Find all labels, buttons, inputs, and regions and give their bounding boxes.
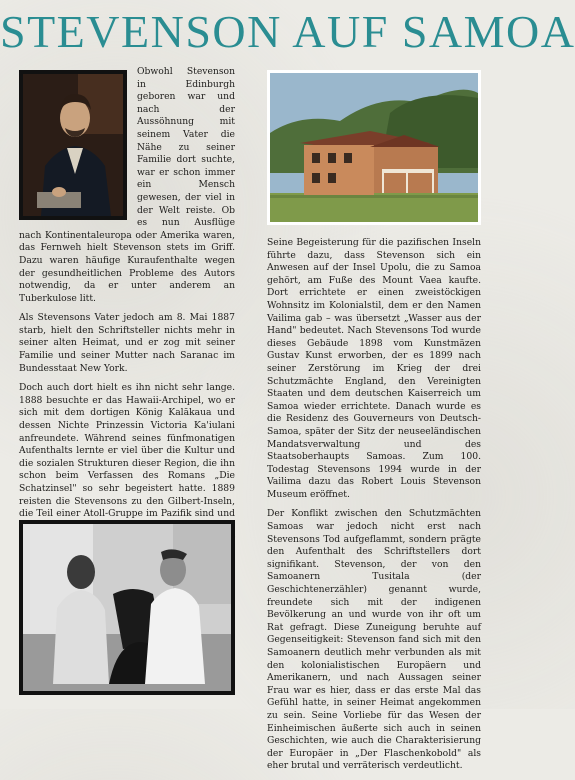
paragraph: Als Stevensons Vater jedoch am 8. Mai 1887 starb, hielt den Schriftsteller nichts mehr in seiner alten Heimat, und er zog mit seiner Familie und seiner Mutter nach Saranac im Bundesstaat New York. — [19, 312, 235, 374]
paragraph: Der Konflikt zwischen den Schutzmächten Samoas war jedoch nicht erst nach Stevensons Tod aufgeflammt, sondern prägte den Aufenthalt des Schriftstellers dort signifikant. Stevenson, der von den Samoanern Tusitala (der Geschichtenerzähler) genannt wurde, freundete sich mit der indigenen Bevölkerung an und wurde von ihr oft um Rat gefragt. Diese Zuneigung beruhte auf Gegenseitigkeit: Stevenson fand sich mit den Samoanern deutlich mehr verbunden als mit den kolonialistischen Europäern und Amerikanern, und nach Aussagen seiner Frau war es hier, dass er das erste Mal das Gefühl hatte, in seiner Heimat angekommen zu sein. Seine Vorliebe für das Wesen der Einheimischen äußerte sich auch in seinen Geschichten, wie auch die Charakterisierung der Europäer in „Der Flaschenkobold" als eher brutal und verräterisch verdeutlicht. — [267, 508, 481, 772]
right-column — [267, 237, 481, 780]
paragraph: Obwohl Stevenson in Edinburgh geboren war und nach der Aussöhnung mit seinem Vater die Nähe zu seiner Familie dort suchte, war er schon immer ein Mensch gewesen, der viel in der Welt reiste. Ob es nun Ausflüge nach Kontinentaleuropa oder Amerika waren, das Fernweh hielt Stevenson stets im Griff. Dazu waren häufige Kuraufenthalte wegen der gesundheitlichen Probleme des Autors notwendig, da er unter anderem an Tuberkulose litt. — [19, 66, 235, 304]
stevenson-portrait-photo — [19, 70, 127, 220]
paragraph: Doch auch dort hielt es ihn nicht sehr lange. 1888 besuchte er das Hawaii-Archipel, wo er sich mit dem dortigen König Kalākaua und dessen Nichte Prinzessin Victoria Ka'iulani anfreundete. Während seines fünfmonatigen Aufenthalts lernte er viel über die Kultur und die sozialen Strukturen dieser Region, die ihn schon beim Verfassen des Romans „Die Schatzinsel" so sehr begeistert hatte. 1889 reisten die Stevensons zu den Gilbert-Inseln, die Teil einer Atoll-Gruppe im Pazifik sind und — [19, 382, 235, 520]
paragraph: Seine Begeisterung für die pazifischen Inseln führte dazu, dass Stevenson sich ein Anwesen auf der Insel Upolu, die zu Samoa gehört, am Fuße des Mount Vaea kaufte. Dort errichtete er einen zweistöckigen Wohnsitz im Kolonialstil, dem er den Namen Vailima gab – was übersetzt „Wasser aus der Hand" bedeutet. Nach Stevensons Tod wurde dieses Gebäude 1898 vom Kunstmäzen Gustav Kunst erworben, der es 1899 nach seiner Zerstörung im Krieg der drei Schutzmächte England, den Vereinigten Staaten und dem deutschen Kaiserreich um Samoa wieder errichtete. Danach wurde es die Residenz des Gouverneurs von Deutsch-Samoa, später der Sitz der neuseeländischen Mandatsverwaltung und des Staatsoberhaupts Samoas. Zum 100. Todestag Stevensons 1994 wurde in der Vailima dazu das Robert Louis Stevenson Museum eröffnet. — [267, 237, 481, 500]
vailima-house-photo — [267, 70, 481, 225]
page-title: STEVENSON AUF SAMOA — [0, 6, 575, 57]
stevenson-samoa-group-photo — [19, 520, 235, 695]
